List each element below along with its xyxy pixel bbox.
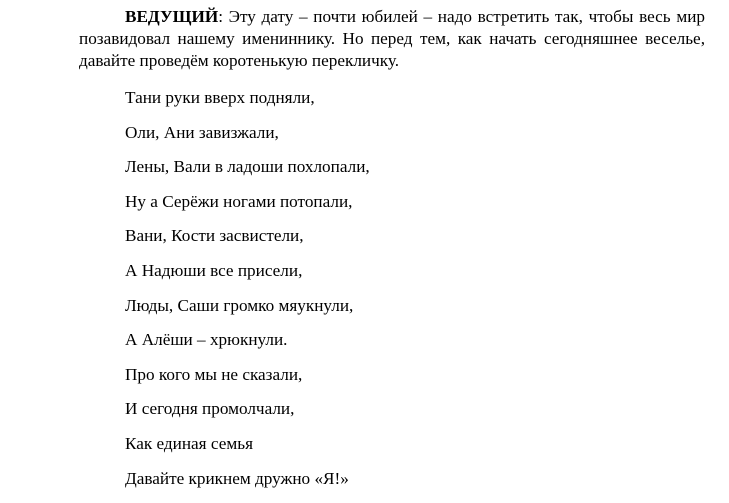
verse-line: Люды, Саши громко мяукнули, [125, 295, 354, 315]
intro-text: : Эту дату – почти юбилей – надо встретить так, чтобы весь мир позавидовал нашему имениннику. Но перед тем, как начать сегодняшнее веселье, давайте проведём коротенькую перекличку. [79, 7, 705, 70]
verse-line: Тани руки вверх подняли, [125, 88, 315, 107]
verse-line: Лены, Вали в ладоши похлопали, [125, 157, 370, 177]
speaker-label: ВЕДУЩИЙ [125, 7, 219, 26]
verse-line: А Алёши – хрюкнули. [125, 330, 288, 350]
verse-block [125, 88, 370, 503]
verse-line: Как единая семья [125, 433, 253, 453]
verse-line: Вани, Кости засвистели, [125, 226, 304, 246]
verse-line: А Надюши все присели, [125, 260, 303, 280]
verse-line: Ну а Серёжи ногами потопали, [125, 191, 353, 211]
verse-line: Оли, Ани завизжали, [125, 122, 279, 142]
intro-paragraph [79, 6, 705, 72]
verse-line: Про кого мы не сказали, [125, 364, 303, 384]
verse-line: Давайте крикнем дружно «Я!» [125, 468, 349, 488]
verse-line: И сегодня промолчали, [125, 399, 295, 419]
